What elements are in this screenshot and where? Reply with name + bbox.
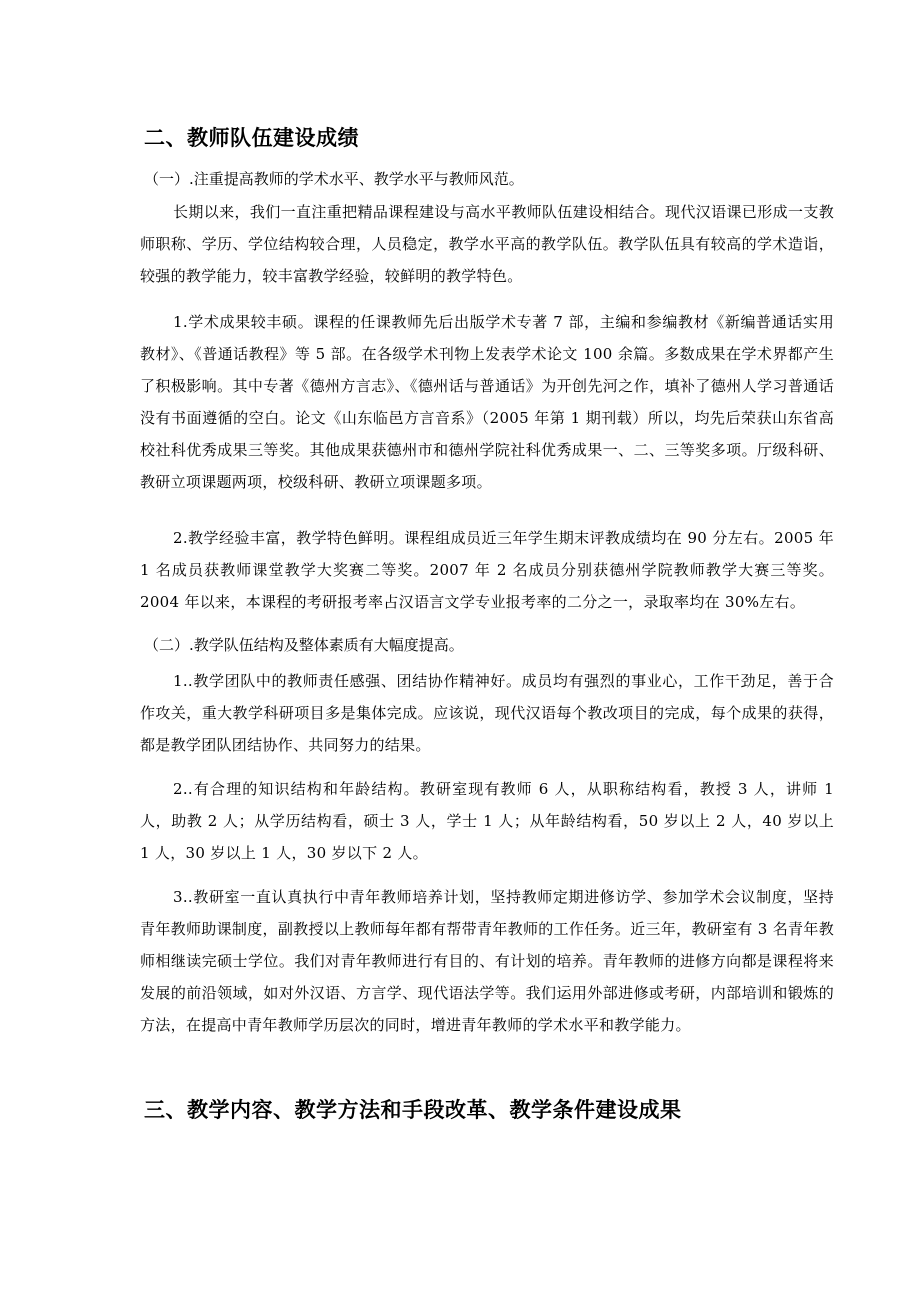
section-2-heading: 二、教师队伍建设成绩 [144, 126, 359, 150]
section-3-heading: 三、教学内容、教学方法和手段改革、教学条件建设成果 [144, 1098, 682, 1122]
intro-paragraph: 长期以来，我们一直注重把精品课程建设与高水平教师队伍建设相结合。现代汉语课已形成一支教师职称、学历、学位结构较合理，人员稳定，教学水平高的教学队伍。教学队伍具有较高的学术造诣，较强的教学能力，较丰富教学经验，较鲜明的教学特色。 [140, 203, 834, 285]
teaching-experience-paragraph: 2.教学经验丰富，教学特色鲜明。课程组成员近三年学生期末评教成绩均在 90 分左右。2005 年 1 名成员获教师课堂教学大奖赛二等奖。2007 年 2 名成员分别获德州学院教师教学大赛三等奖。2004 年以来，本课程的考研报考率占汉语言文学专业报考率的二分之一，录取率均在 30%左右。 [140, 529, 834, 611]
academic-achievements-paragraph: 1.学术成果较丰硕。课程的任课教师先后出版学术专著 7 部，主编和参编教材《新编普通话实用教材》、《普通话教程》等 5 部。在各级学术刊物上发表学术论文 100 余篇。多数成果在学术界都产生了积极影响。其中专著《德州方言志》、《德州话与普通话》为开创先河之作，填补了德州人学习普通话没有书面遵循的空白。论文《山东临邑方言音系》（2005 年第 1 期刊载）所以，均先后荣获山东省高校社科优秀成果三等奖。其他成果获德州市和德州学院社科优秀成果一、二、三等奖多项。厅级科研、教研立项课题两项，校级科研、教研立项课题多项。 [140, 313, 834, 491]
subsection-1-heading: （一）.注重提高教师的学术水平、教学水平与教师风范。 [144, 170, 524, 188]
subsection-2-heading: （二）.教学队伍结构及整体素质有大幅度提高。 [144, 636, 464, 654]
team-structure-paragraph: 2..有合理的知识结构和年龄结构。教研室现有教师 6 人，从职称结构看，教授 3 人，讲师 1 人，助教 2 人；从学历结构看，硕士 3 人，学士 1 人；从年龄结构看，50 岁以上 2 人，40 岁以上 1 人，30 岁以上 1 人，30 岁以下 2 人。 [140, 780, 834, 862]
young-teacher-training-paragraph: 3..教研室一直认真执行中青年教师培养计划，坚持教师定期进修访学、参加学术会议制度，坚持青年教师助课制度，副教授以上教师每年都有帮带青年教师的工作任务。近三年，教研室有 3 名青年教师相继读完硕士学位。我们对青年教师进行有目的、有计划的培养。青年教师的进修方向都是课程将来发展的前沿领域，如对外汉语、方言学、现代语法学等。我们运用外部进修或考研，内部培训和锻炼的方法，在提高中青年教师学历层次的同时，增进青年教师的学术水平和教学能力。 [140, 888, 834, 1034]
team-spirit-paragraph: 1..教学团队中的教师责任感强、团结协作精神好。成员均有强烈的事业心，工作干劲足，善于合作攻关，重大教学科研项目多是集体完成。应该说，现代汉语每个教改项目的完成，每个成果的获得，都是教学团队团结协作、共同努力的结果。 [140, 672, 834, 754]
